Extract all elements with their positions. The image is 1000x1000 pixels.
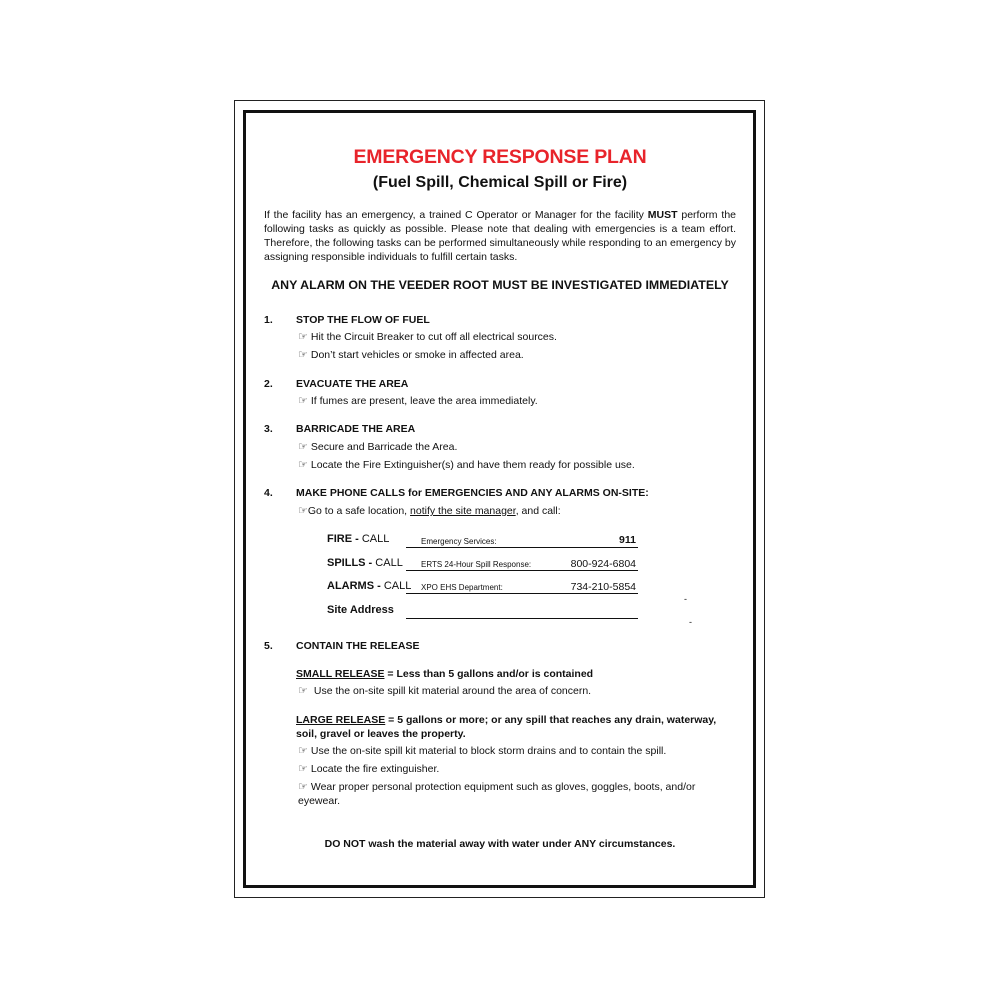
pointing-hand-icon: ☞ <box>298 685 308 697</box>
step-number: 2. <box>264 378 273 390</box>
pointing-hand-icon: ☞ <box>298 745 308 757</box>
step-number: 1. <box>264 314 273 326</box>
step-heading: BARRICADE THE AREA <box>296 423 416 435</box>
page-subtitle: (Fuel Spill, Chemical Spill or Fire) <box>372 174 628 191</box>
bullet-item: ☞ Locate the fire extinguisher. <box>298 763 440 775</box>
fill-line <box>406 547 638 548</box>
fill-line <box>406 593 638 594</box>
pointing-hand-icon: ☞ <box>298 781 308 793</box>
small-release-definition: SMALL RELEASE = Less than 5 gallons and/or is contained <box>296 668 594 680</box>
phone-row-field: Emergency Services: <box>421 537 497 546</box>
step-number: 4. <box>264 487 273 499</box>
alarm-notice: ANY ALARM ON THE VEEDER ROOT MUST BE INVESTIGATED IMMEDIATELY <box>271 278 729 292</box>
phone-row-field: ERTS 24-Hour Spill Response: <box>421 560 532 569</box>
phone-row-value: 800-924-6804 <box>570 558 636 570</box>
step-heading: CONTAIN THE RELEASE <box>296 640 420 652</box>
phone-row-value: 911 <box>619 534 636 546</box>
step-number: 3. <box>264 423 273 435</box>
phone-row-label: SPILLS - CALL <box>327 557 403 569</box>
fill-line <box>406 570 638 571</box>
bullet-item: ☞ Use the on-site spill kit material around the area of concern. <box>298 685 592 697</box>
pointing-hand-icon: ☞ <box>298 331 308 343</box>
step-heading: EVACUATE THE AREA <box>296 378 409 390</box>
phone-row-value: 734-210-5854 <box>570 581 636 593</box>
step-heading: MAKE PHONE CALLS for EMERGENCIES AND ANY ALARMS ON-SITE: <box>296 487 649 499</box>
bullet-item: ☞ Hit the Circuit Breaker to cut off all electrical sources. <box>298 331 557 343</box>
final-note: DO NOT wash the material away with water under ANY circumstances. <box>324 838 676 850</box>
call-instruction: ☞Go to a safe location, notify the site manager, and call: <box>298 505 561 517</box>
pointing-hand-icon: ☞ <box>298 395 308 407</box>
stray-dash: - <box>689 617 692 627</box>
bullet-item: ☞ Locate the Fire Extinguisher(s) and have them ready for possible use. <box>298 459 635 471</box>
step-heading: STOP THE FLOW OF FUEL <box>296 314 430 326</box>
stray-dash: - <box>684 594 687 604</box>
step-number: 5. <box>264 640 273 652</box>
bullet-item: ☞ Don’t start vehicles or smoke in affected area. <box>298 349 524 361</box>
pointing-hand-icon: ☞ <box>298 441 308 453</box>
bullet-item: ☞ Wear proper personal protection equipment such as gloves, goggles, boots, and/or eyewear. <box>298 781 696 807</box>
intro-paragraph: If the facility has an emergency, a trained C Operator or Manager for the facility MUST perform the following tasks as quickly as possible. Please note that dealing with emergencies is a team effort. Therefore, the following tasks can be performed simultaneously while responding to an emergency by assigning responsible individuals to fulfill certain tasks. <box>264 209 737 263</box>
bullet-item: ☞ Secure and Barricade the Area. <box>298 441 458 453</box>
page-title: EMERGENCY RESPONSE PLAN <box>353 146 647 168</box>
bullet-item: ☞ If fumes are present, leave the area immediately. <box>298 395 538 407</box>
site-address-line <box>406 618 638 619</box>
pointing-hand-icon: ☞ <box>298 505 308 517</box>
pointing-hand-icon: ☞ <box>298 459 308 471</box>
phone-row-label: FIRE - CALL <box>327 533 390 545</box>
bullet-item: ☞ Use the on-site spill kit material to block storm drains and to contain the spill. <box>298 745 667 757</box>
phone-row-label: ALARMS - CALL <box>327 580 412 592</box>
site-address-label: Site Address <box>327 604 394 616</box>
pointing-hand-icon: ☞ <box>298 349 308 361</box>
pointing-hand-icon: ☞ <box>298 763 308 775</box>
phone-row-field: XPO EHS Department: <box>421 583 503 592</box>
large-release-definition: LARGE RELEASE = 5 gallons or more; or any spill that reaches any drain, waterway, soil, gravel or leaves the property. <box>296 714 717 740</box>
